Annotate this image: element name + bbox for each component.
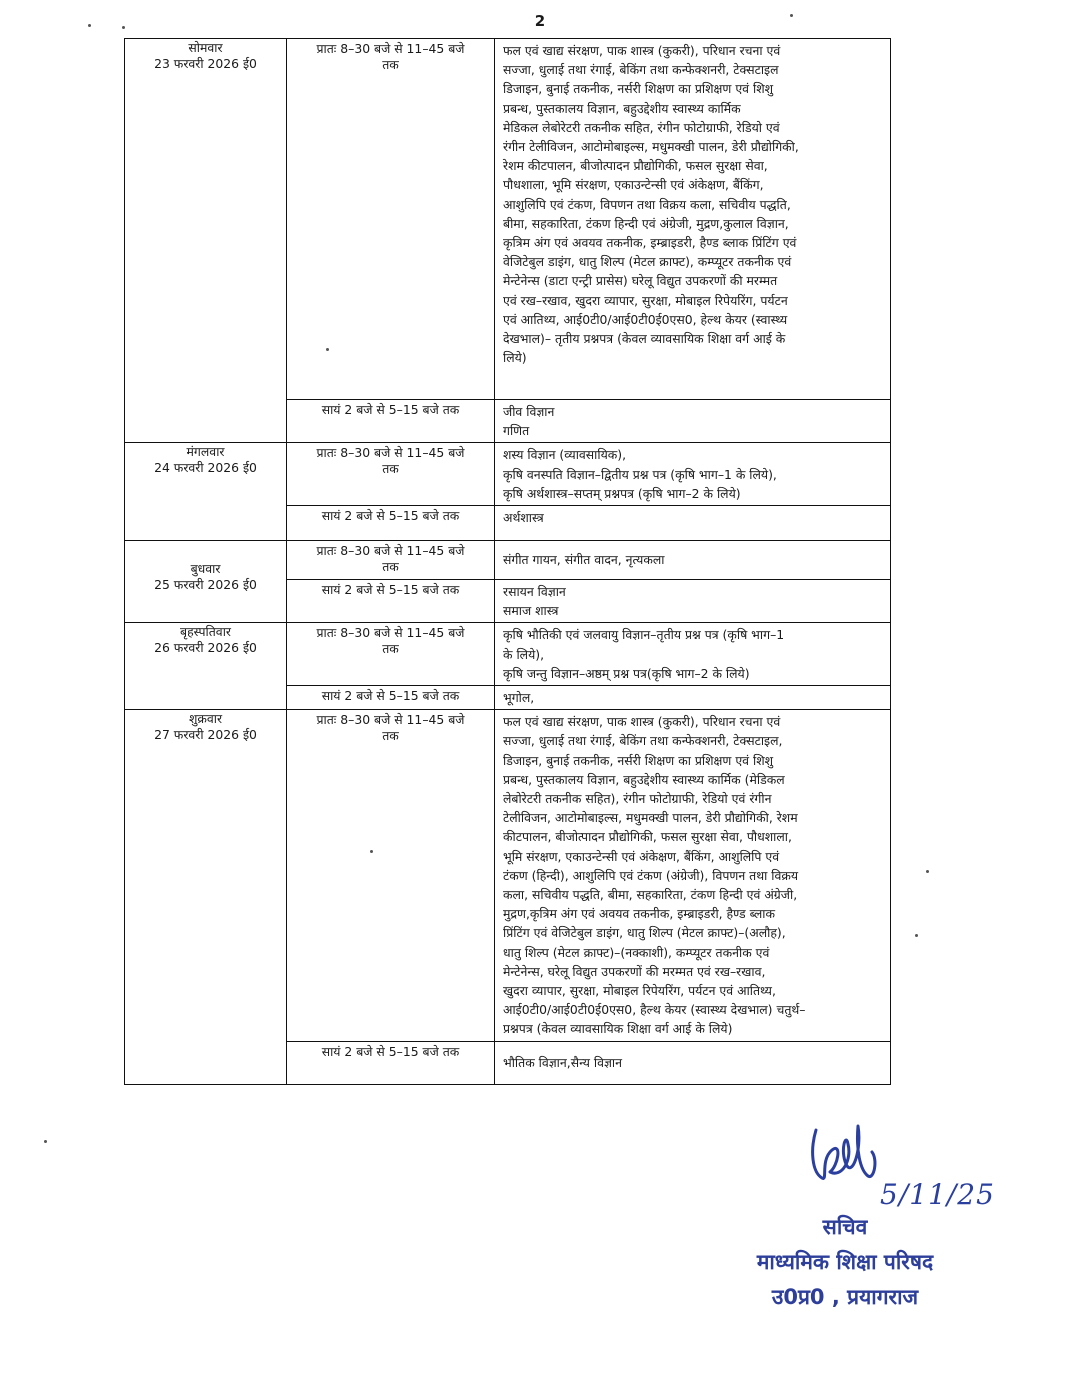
evening-time-cell bbox=[287, 1041, 495, 1084]
day-name: सोमवार bbox=[188, 40, 223, 55]
evening-time-cell bbox=[287, 686, 495, 710]
morning-subjects-cell bbox=[495, 710, 891, 1041]
subject-line: रंगीन टेलीविजन, आटोमोबाइल्स, मधुमक्खी पालन, डेरी प्रौद्योगिकी, bbox=[503, 139, 799, 155]
morning-time: प्रातः 8–30 बजे से 11–45 बजे bbox=[316, 543, 465, 559]
scan-speck bbox=[790, 14, 793, 17]
subject-line: भूमि संरक्षण, एकाउन्टेन्सी एवं अंकेक्षण, बैंकिंग, आशुलिपि एवं bbox=[503, 848, 780, 864]
morning-time: प्रातः 8–30 बजे से 11–45 बजे bbox=[316, 445, 465, 461]
subject-line: खुदरा व्यापार, सुरक्षा, मोबाइल रिपेयरिंग, पर्यटन एवं आतिथ्य, bbox=[503, 983, 776, 999]
evening-subjects-cell bbox=[495, 400, 891, 443]
morning-time-suffix: तक bbox=[382, 559, 399, 575]
office-stamp bbox=[730, 1210, 960, 1315]
evening-time: सायं 2 बजे से 5–15 बजे तक bbox=[321, 582, 460, 598]
evening-time: सायं 2 बजे से 5–15 बजे तक bbox=[321, 688, 460, 704]
subject-line: रेशम कीटपालन, बीजोत्पादन प्रौद्योगिकी, फसल सुरक्षा सेवा, bbox=[503, 158, 768, 174]
evening-time: सायं 2 बजे से 5–15 बजे तक bbox=[321, 1043, 460, 1059]
subject-line: कृषि भौतिकी एवं जलवायु विज्ञान–तृतीय प्रश्न पत्र (कृषि भाग–1 bbox=[503, 627, 785, 643]
morning-time-suffix: तक bbox=[382, 57, 399, 72]
subject-line: संगीत गायन, संगीत वादन, नृत्यकला bbox=[503, 552, 665, 568]
morning-time-cell bbox=[287, 443, 495, 506]
subject-line: डिजाइन, बुनाई तकनीक, नर्सरी शिक्षण का प्रशिक्षण एवं शिशु bbox=[503, 752, 774, 768]
subject-line: देखभाल)– तृतीय प्रश्नपत्र (केवल व्यावसायिक शिक्षा वर्ग आई के bbox=[503, 331, 786, 347]
subject-line: सज्जा, धुलाई तथा रंगाई, बेकिंग तथा कन्फेक्शनरी, टेक्सटाइल bbox=[503, 62, 779, 78]
subject-line: भूगोल, bbox=[503, 690, 535, 706]
subject-line: कृषि वनस्पति विज्ञान–द्वितीय प्रश्न पत्र (कृषि भाग–1 के लिये), bbox=[503, 466, 777, 482]
morning-time-suffix: तक bbox=[382, 641, 399, 657]
subject-line: टेलीविजन, आटोमोबाइल्स, मधुमक्खी पालन, डेरी प्रौद्योगिकी, रेशम bbox=[503, 810, 798, 826]
subject-line: आई0टी0/आई0टी0ई0एस0, हैल्थ केयर (स्वास्थ्य देखभाल) चतुर्थ– bbox=[503, 1002, 806, 1018]
subject-line: मेन्टेनेन्स (डाटा एन्ट्री प्रासेस) घरेलू विद्युत उपकरणों की मरम्मत bbox=[503, 273, 778, 289]
day-name: शुक्रवार bbox=[188, 711, 223, 727]
evening-time-cell bbox=[287, 400, 495, 443]
morning-time-cell bbox=[287, 623, 495, 686]
subject-line: टंकण (हिन्दी), आशुलिपि एवं टंकण (अंग्रेजी), विपणन तथा विक्रय bbox=[503, 867, 799, 883]
subject-line: वेजिटेबुल डाइंग, धातु शिल्प (मेटल क्राफ्ट), कम्प्यूटर तकनीक एवं bbox=[503, 254, 792, 270]
subject-line: प्रिंटिंग एवं वेजिटेबुल डाइंग, धातु शिल्प (मेटल क्राफ्ट)–(अलौह), bbox=[503, 925, 786, 941]
morning-time-cell bbox=[287, 39, 495, 400]
scan-speck bbox=[926, 870, 929, 873]
morning-subjects-cell bbox=[495, 623, 891, 686]
subject-line: मेन्टेनेन्स, घरेलू विद्युत उपकरणों की मरम्मत एवं रख–रखाव, bbox=[503, 963, 766, 979]
scan-speck bbox=[88, 24, 91, 27]
scan-speck bbox=[122, 26, 125, 29]
exam-date: 25 फरवरी 2026 ई0 bbox=[154, 577, 257, 593]
subject-line: कीटपालन, बीजोत्पादन प्रौद्योगिकी, फसल सुरक्षा सेवा, पौधशाला, bbox=[503, 829, 792, 845]
subject-line: कृत्रिम अंग एवं अवयव तकनीक, इम्ब्राइडरी, हैण्ड ब्लाक प्रिंटिंग एवं bbox=[503, 235, 797, 251]
evening-subjects-cell bbox=[495, 506, 891, 541]
scan-speck bbox=[44, 1140, 47, 1143]
subject-line: जीव विज्ञान bbox=[503, 404, 555, 419]
stamp-location: उ0प्र0 , प्रयागराज bbox=[771, 1285, 919, 1309]
subject-line: एवं आतिथ्य, आई0टी0/आई0टी0ई0एस0, हेल्थ केयर (स्वास्थ्य bbox=[503, 311, 788, 327]
subject-line: फल एवं खाद्य संरक्षण, पाक शास्त्र (कुकरी), परिधान रचना एवं bbox=[503, 43, 781, 58]
exam-schedule-table bbox=[124, 38, 891, 1085]
subject-line: लेबोरेटरी तकनीक सहित), रंगीन फोटोग्राफी, रेडियो एवं रंगीन bbox=[503, 791, 772, 807]
evening-subjects-cell bbox=[495, 686, 891, 710]
morning-subjects-cell bbox=[495, 39, 891, 400]
subject-line: शस्य विज्ञान (व्यावसायिक), bbox=[503, 447, 627, 463]
morning-time: प्रातः 8–30 बजे से 11–45 बजे bbox=[316, 625, 465, 641]
subject-line: एवं रख–रखाव, खुदरा व्यापार, सुरक्षा, मोबाइल रिपेयरिंग, पर्यटन bbox=[503, 292, 788, 308]
subject-line: कला, सचिवीय पद्धति, बीमा, सहकारिता, टंकण हिन्दी एवं अंग्रेजी, bbox=[503, 887, 798, 903]
evening-subjects-cell bbox=[495, 580, 891, 623]
subject-line: सज्जा, धुलाई तथा रंगाई, बेकिंग तथा कन्फेक्शनरी, टेक्सटाइल, bbox=[503, 733, 783, 749]
signature-block bbox=[730, 1120, 1030, 1310]
morning-time-suffix: तक bbox=[382, 728, 399, 744]
morning-time-cell bbox=[287, 710, 495, 1041]
subject-line: कृषि अर्थशास्त्र–सप्तम् प्रश्नपत्र (कृषि भाग–2 के लिये) bbox=[503, 485, 741, 501]
subject-line: गणित bbox=[503, 423, 530, 439]
subject-line: अर्थशास्त्र bbox=[503, 510, 544, 526]
day-name: बुधवार bbox=[190, 561, 221, 577]
handwritten-signature bbox=[808, 1120, 884, 1192]
stamp-organization: माध्यमिक शिक्षा परिषद bbox=[756, 1250, 934, 1274]
subject-line: भौतिक विज्ञान,सैन्य विज्ञान bbox=[503, 1055, 622, 1071]
morning-subjects-cell bbox=[495, 443, 891, 506]
morning-time: प्रातः 8–30 बजे से 11–45 बजे bbox=[316, 712, 465, 728]
subject-line: रसायन विज्ञान bbox=[503, 584, 566, 600]
page-number: 2 bbox=[534, 12, 546, 30]
scan-speck bbox=[915, 934, 918, 937]
schedule-row-morning bbox=[125, 541, 891, 580]
subject-line: लिये) bbox=[503, 350, 527, 366]
subject-line: प्रबन्ध, पुस्तकालय विज्ञान, बहुउद्देशीय स्वास्थ्य कार्मिक bbox=[503, 100, 741, 116]
morning-subjects-cell bbox=[495, 541, 891, 580]
evening-time: सायं 2 बजे से 5–15 बजे तक bbox=[321, 508, 460, 524]
subject-line: प्रश्नपत्र (केवल व्यावसायिक शिक्षा वर्ग आई के लिये) bbox=[503, 1021, 733, 1037]
day-name: मंगलवार bbox=[186, 444, 225, 460]
exam-date: 26 फरवरी 2026 ई0 bbox=[154, 640, 257, 656]
schedule-row-morning bbox=[125, 39, 891, 400]
subject-line: धातु शिल्प (मेटल क्राफ्ट)–(नक्काशी), कम्प्यूटर तकनीक एवं bbox=[503, 944, 770, 960]
schedule-row-morning bbox=[125, 710, 891, 1041]
day-cell bbox=[125, 541, 287, 623]
day-name: बृहस्पतिवार bbox=[180, 624, 231, 640]
day-cell bbox=[125, 710, 287, 1084]
scan-speck bbox=[326, 348, 329, 351]
stamp-designation: सचिव bbox=[822, 1215, 868, 1239]
subject-line: पौधशाला, भूमि संरक्षण, एकाउन्टेन्सी एवं अंकेक्षण, बैंकिंग, bbox=[503, 177, 764, 193]
subject-line: समाज शास्त्र bbox=[503, 603, 559, 619]
day-cell bbox=[125, 39, 287, 443]
subject-line: प्रबन्ध, पुस्तकालय विज्ञान, बहुउद्देशीय स्वास्थ्य कार्मिक (मेडिकल bbox=[503, 771, 785, 787]
evening-time-cell bbox=[287, 580, 495, 623]
morning-time-cell bbox=[287, 541, 495, 580]
subject-line: मेडिकल लेबोरेटरी तकनीक सहित, रंगीन फोटोग्राफी, रेडियो एवं bbox=[503, 119, 780, 135]
evening-subjects-cell bbox=[495, 1041, 891, 1084]
exam-date: 27 फरवरी 2026 ई0 bbox=[154, 727, 257, 743]
scan-speck bbox=[370, 850, 373, 853]
morning-time: प्रातः 8–30 बजे से 11–45 बजे bbox=[316, 41, 465, 56]
exam-date: 23 फरवरी 2026 ई0 bbox=[154, 56, 257, 71]
schedule-row-morning bbox=[125, 443, 891, 506]
day-cell bbox=[125, 623, 287, 710]
evening-time-cell bbox=[287, 506, 495, 541]
subject-line: मुद्रण,कृत्रिम अंग एवं अवयव तकनीक, इम्ब्राइडरी, हैण्ड ब्लाक bbox=[503, 906, 776, 922]
subject-line: आशुलिपि एवं टंकण, विपणन तथा विक्रय कला, सचिवीय पद्धति, bbox=[503, 196, 791, 212]
exam-date: 24 फरवरी 2026 ई0 bbox=[154, 460, 257, 476]
signature-date: 5/11/25 bbox=[880, 1178, 995, 1211]
subject-line: कृषि जन्तु विज्ञान–अष्ठम् प्रश्न पत्र(कृषि भाग–2 के लिये) bbox=[503, 665, 750, 681]
subject-line: डिजाइन, बुनाई तकनीक, नर्सरी शिक्षण का प्रशिक्षण एवं शिशु bbox=[503, 81, 774, 97]
morning-time-suffix: तक bbox=[382, 461, 399, 477]
schedule-row-morning bbox=[125, 623, 891, 686]
subject-line: फल एवं खाद्य संरक्षण, पाक शास्त्र (कुकरी), परिधान रचना एवं bbox=[503, 714, 781, 730]
subject-line: बीमा, सहकारिता, टंकण हिन्दी एवं अंग्रेजी, मुद्रण,कुलाल विज्ञान, bbox=[503, 215, 789, 231]
day-cell bbox=[125, 443, 287, 541]
evening-time: सायं 2 बजे से 5–15 बजे तक bbox=[321, 402, 460, 417]
subject-line: के लिये), bbox=[503, 646, 545, 662]
